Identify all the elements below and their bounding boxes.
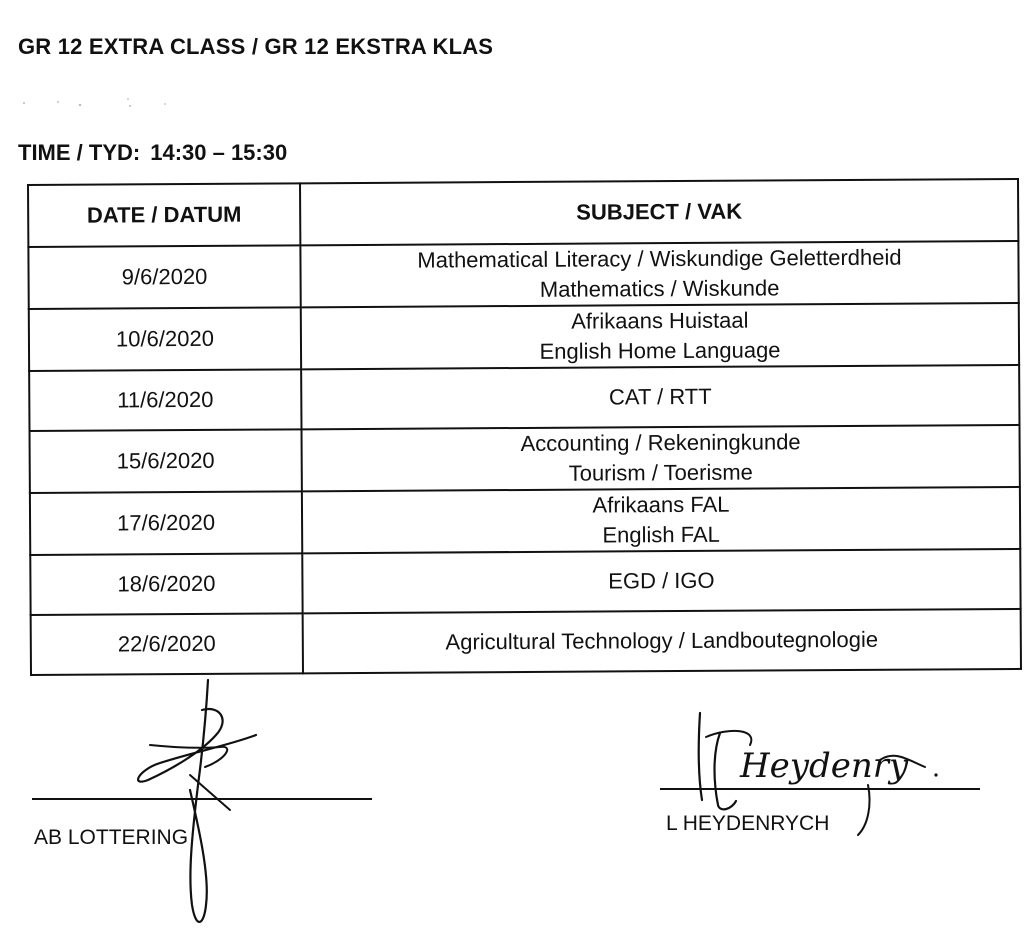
- table-row: [31, 609, 1021, 675]
- date-cell: 15/6/2020: [30, 429, 302, 493]
- subject-line: Tourism / Toerisme: [568, 459, 753, 486]
- date-cell: 11/6/2020: [29, 369, 301, 431]
- signatory-name-left: AB LOTTERING: [34, 826, 189, 849]
- date-cell: 17/6/2020: [30, 491, 302, 555]
- time-value: 14:30 – 15:30: [150, 140, 288, 165]
- scan-specks: [20, 95, 170, 109]
- subject-line: Accounting / Rekeningkunde: [520, 429, 801, 456]
- date-cell: 18/6/2020: [30, 553, 302, 615]
- subject-cell: [301, 365, 1019, 429]
- table-row: [28, 241, 1018, 309]
- table-header-row: [28, 179, 1018, 247]
- subject-line: CAT / RTT: [608, 383, 712, 410]
- subject-cell: [301, 303, 1019, 369]
- subject-cell: [300, 241, 1018, 307]
- signatory-name-right: L HEYDENRYCH: [666, 812, 830, 835]
- date-cell: 22/6/2020: [31, 613, 303, 675]
- subject-line: EGD / IGO: [608, 567, 715, 594]
- subject-line: Mathematics / Wiskunde: [539, 275, 780, 302]
- subject-line: English Home Language: [539, 337, 781, 364]
- subject-line: Mathematical Literacy / Wiskundige Geletterdheid: [417, 244, 902, 273]
- column-header-date: DATE / DATUM: [28, 183, 300, 247]
- subject-line: English FAL: [602, 521, 720, 548]
- page-title: GR 12 EXTRA CLASS / GR 12 EKSTRA KLAS: [18, 34, 494, 59]
- class-time: [18, 140, 287, 166]
- signature-line-right: [660, 788, 980, 790]
- signature-right-script: Heydenry: [740, 746, 909, 786]
- subject-cell: [302, 487, 1020, 553]
- table-row: [30, 549, 1020, 615]
- subject-cell: [302, 549, 1020, 613]
- subject-cell: [302, 425, 1020, 491]
- signature-line-left: [32, 798, 372, 800]
- time-label: TIME / TYD:: [18, 140, 141, 165]
- subject-line: Agricultural Technology / Landboutegnologie: [445, 626, 879, 655]
- date-cell: 9/6/2020: [28, 245, 300, 309]
- column-header-subject: SUBJECT / VAK: [300, 179, 1018, 245]
- signature-left: [20, 675, 380, 935]
- table-row: [29, 365, 1019, 431]
- subject-line: Afrikaans Huistaal: [571, 307, 749, 334]
- table-row: [29, 303, 1019, 371]
- subject-cell: [303, 609, 1021, 673]
- schedule-table: [27, 178, 1022, 676]
- table-row: [30, 487, 1020, 555]
- table-row: [30, 425, 1020, 493]
- subject-line: Afrikaans FAL: [592, 491, 730, 518]
- date-cell: 10/6/2020: [29, 307, 301, 371]
